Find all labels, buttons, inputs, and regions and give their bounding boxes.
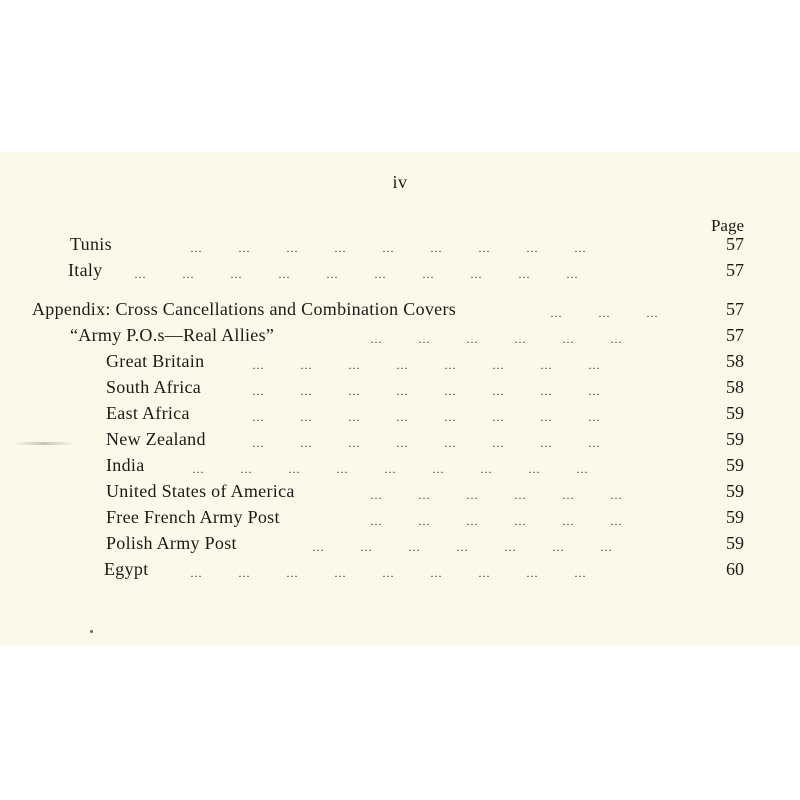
- dot-leader: … … … … … … … … …: [192, 462, 588, 476]
- toc-entry-page: 59: [726, 403, 744, 423]
- toc-entry: [0, 375, 800, 399]
- toc-entry-title: Egypt: [104, 559, 149, 579]
- toc-entry-page: 59: [726, 429, 744, 449]
- toc-entry-title: Great Britain: [106, 351, 205, 371]
- toc-entry: [0, 401, 800, 425]
- toc-entry: [0, 232, 800, 256]
- toc-entry: [0, 258, 800, 282]
- dot-leader: … … … … … … … …: [252, 384, 600, 398]
- page-folio: iv: [392, 172, 408, 192]
- toc-entry-page: 58: [726, 351, 744, 371]
- toc-entry-page: 57: [726, 299, 744, 319]
- dot-leader: … … … … … … … … … …: [134, 267, 578, 281]
- toc-entry: [0, 349, 800, 373]
- toc-entry-page: 57: [726, 260, 744, 280]
- toc-entry: [0, 427, 800, 451]
- dot-leader: … … … … … … … …: [252, 358, 600, 372]
- toc-entry: [0, 297, 800, 321]
- toc-entry-page: 60: [726, 559, 744, 579]
- toc-entry-title: Free French Army Post: [106, 507, 280, 527]
- dot-leader: … … … … … … … … …: [190, 241, 586, 255]
- toc-entry-page: 57: [726, 325, 744, 345]
- toc-entry-page: 59: [726, 507, 744, 527]
- dot-leader: … … …: [550, 306, 658, 320]
- dot-leader: … … … … … …: [370, 488, 622, 502]
- dot-leader: … … … … … … …: [312, 540, 612, 554]
- toc-entry-title: East Africa: [106, 403, 190, 423]
- dot-leader: … … … … … … … …: [252, 410, 600, 424]
- toc-entry-title: “Army P.O.s—Real Allies”: [70, 325, 275, 345]
- toc-entry-title: Italy: [68, 260, 103, 280]
- toc-entry: [0, 323, 800, 347]
- toc-entry: [0, 479, 800, 503]
- toc-entry-page: 59: [726, 481, 744, 501]
- toc-entry-title: Tunis: [70, 234, 112, 254]
- page-column-header: Page: [710, 216, 744, 235]
- dot-leader: … … … … … … … … …: [190, 566, 586, 580]
- toc-entry: [0, 557, 800, 581]
- dot-leader: … … … … … …: [370, 332, 622, 346]
- toc-entry: [0, 505, 800, 529]
- toc-entry: [0, 453, 800, 477]
- toc-entry-title: South Africa: [106, 377, 202, 397]
- book-page: [0, 152, 800, 646]
- toc-entry-page: 59: [726, 533, 744, 553]
- paper-speck: [90, 630, 93, 633]
- toc-entry-page: 58: [726, 377, 744, 397]
- paper-smudge: [14, 442, 74, 445]
- toc-entry: [0, 531, 800, 555]
- toc-entry-title: United States of America: [106, 481, 295, 501]
- toc-entry-title: India: [106, 455, 145, 475]
- toc-entry-title: Appendix: Cross Cancellations and Combination Covers: [32, 299, 457, 319]
- toc-entry-title: Polish Army Post: [106, 533, 237, 553]
- dot-leader: … … … … … …: [370, 514, 622, 528]
- toc-entry-title: New Zealand: [106, 429, 206, 449]
- toc-entry-page: 59: [726, 455, 744, 475]
- dot-leader: … … … … … … … …: [252, 436, 600, 450]
- toc-entry-page: 57: [726, 234, 744, 254]
